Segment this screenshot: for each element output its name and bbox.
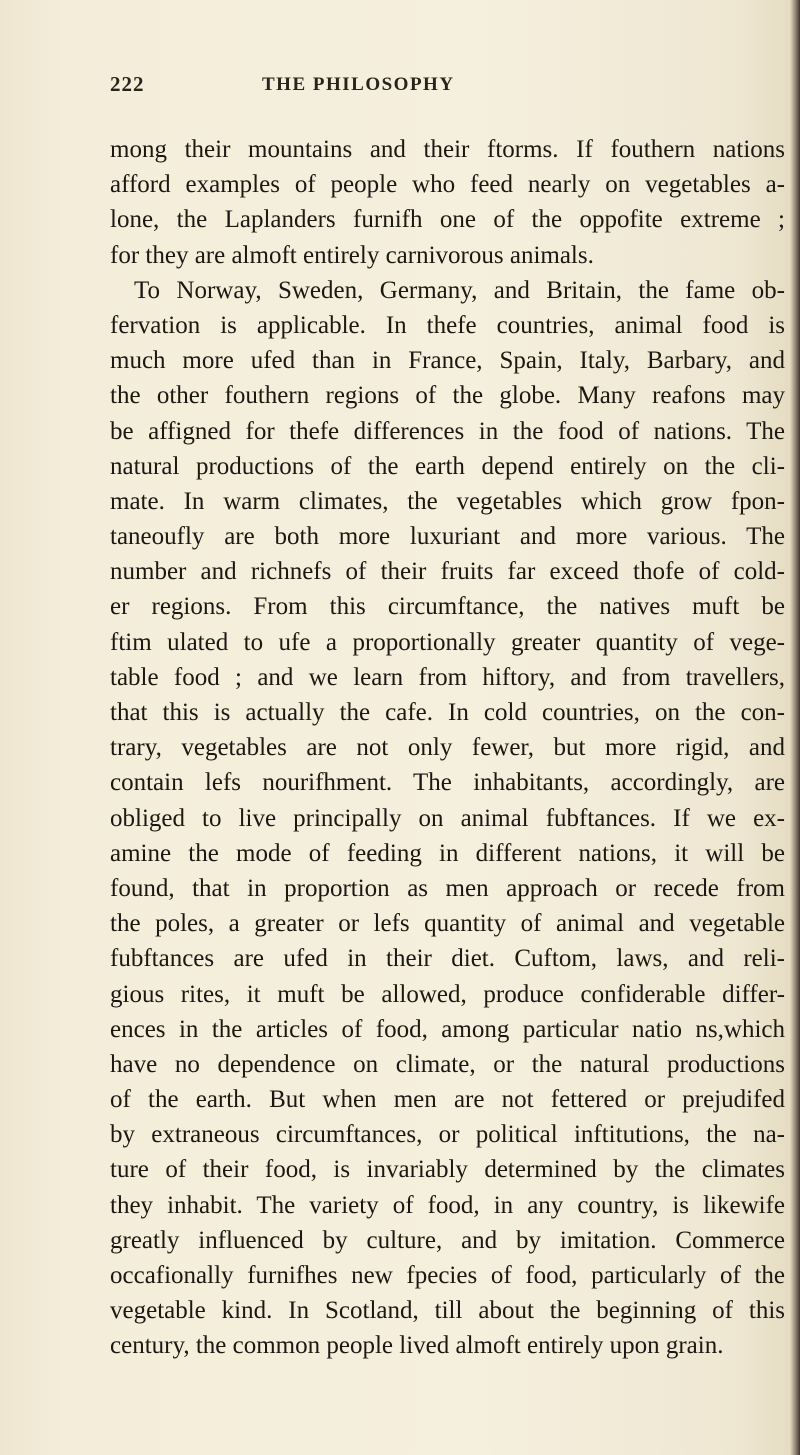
text-line: trary, vegetables are not only fewer, but more rigid, and [110,734,785,762]
body-text [110,132,785,1364]
text-line: To Norway, Sweden, Germany, and Britain, the fame ob- [134,276,785,304]
text-line: by extraneous circumftances, or political inftitutions, the na- [110,1121,785,1149]
text-line: of the earth. But when men are not fettered or prejudifed [110,1086,785,1114]
text-line: they inhabit. The variety of food, in any country, is likewife [110,1191,785,1219]
text-line: lone, the Laplanders furnifh one of the oppofite extreme ; [110,206,785,234]
text-line: mong their mountains and their ftorms. If fouthern nations [110,136,785,163]
text-line: century, the common people lived almoft entirely upon grain. [110,1332,724,1360]
text-line: the other fouthern regions of the globe. Many reafons may [110,382,785,410]
text-line: that this is actually the cafe. In cold countries, on the con- [110,699,785,726]
text-line: vegetable kind. In Scotland, till about the beginning of this [110,1297,785,1325]
text-line: the poles, a greater or lefs quantity of animal and vegetable [110,910,785,938]
text-line: obliged to live principally on animal fubftances. If we ex- [110,804,785,832]
text-line: table food ; and we learn from hiftory, and from travellers, [110,663,785,691]
text-line: be affigned for thefe differences in the food of nations. The [110,417,785,445]
text-line: for they are almoft entirely carnivorous animals. [110,241,594,269]
text-line: occafionally furnifhes new fpecies of food, particularly of the [110,1262,785,1289]
text-line: fervation is applicable. In thefe countries, animal food is [110,311,785,339]
text-line: natural productions of the earth depend entirely on the cli- [110,452,785,480]
text-line: much more ufed than in France, Spain, Italy, Barbary, and [110,347,785,375]
text-line: ture of their food, is invariably determined by the climates [110,1156,785,1184]
text-line: taneoufly are both more luxuriant and more various. The [110,523,785,551]
text-line: ences in the articles of food, among particular natio ns,which [110,1015,785,1043]
page-header [110,72,750,104]
running-title: THE PHILOSOPHY [262,74,455,95]
text-line: mate. In warm climates, the vegetables which grow fpon- [110,487,785,515]
page-edge-shadow [790,0,800,1455]
text-line: found, that in proportion as men approach or recede from [110,874,785,902]
text-line: amine the mode of feeding in different nations, it will be [110,839,785,867]
text-line: ftim ulated to ufe a proportionally greater quantity of vege- [110,628,785,656]
text-line: fubftances are ufed in their diet. Cuftom, laws, and reli- [110,945,785,973]
text-line: greatly influenced by culture, and by imitation. Commerce [110,1226,785,1254]
page-number: 222 [110,72,145,96]
text-line: have no dependence on climate, or the natural productions [110,1050,785,1078]
text-line: contain lefs nourifhment. The inhabitants, accordingly, are [110,769,785,797]
text-line: er regions. From this circumftance, the natives muft be [110,593,785,621]
text-line: afford examples of people who feed nearly on vegetables a- [110,171,785,199]
text-line: number and richnefs of their fruits far exceed thofe of cold- [110,558,785,586]
text-line: gious rites, it muft be allowed, produce confiderable differ- [110,980,785,1008]
